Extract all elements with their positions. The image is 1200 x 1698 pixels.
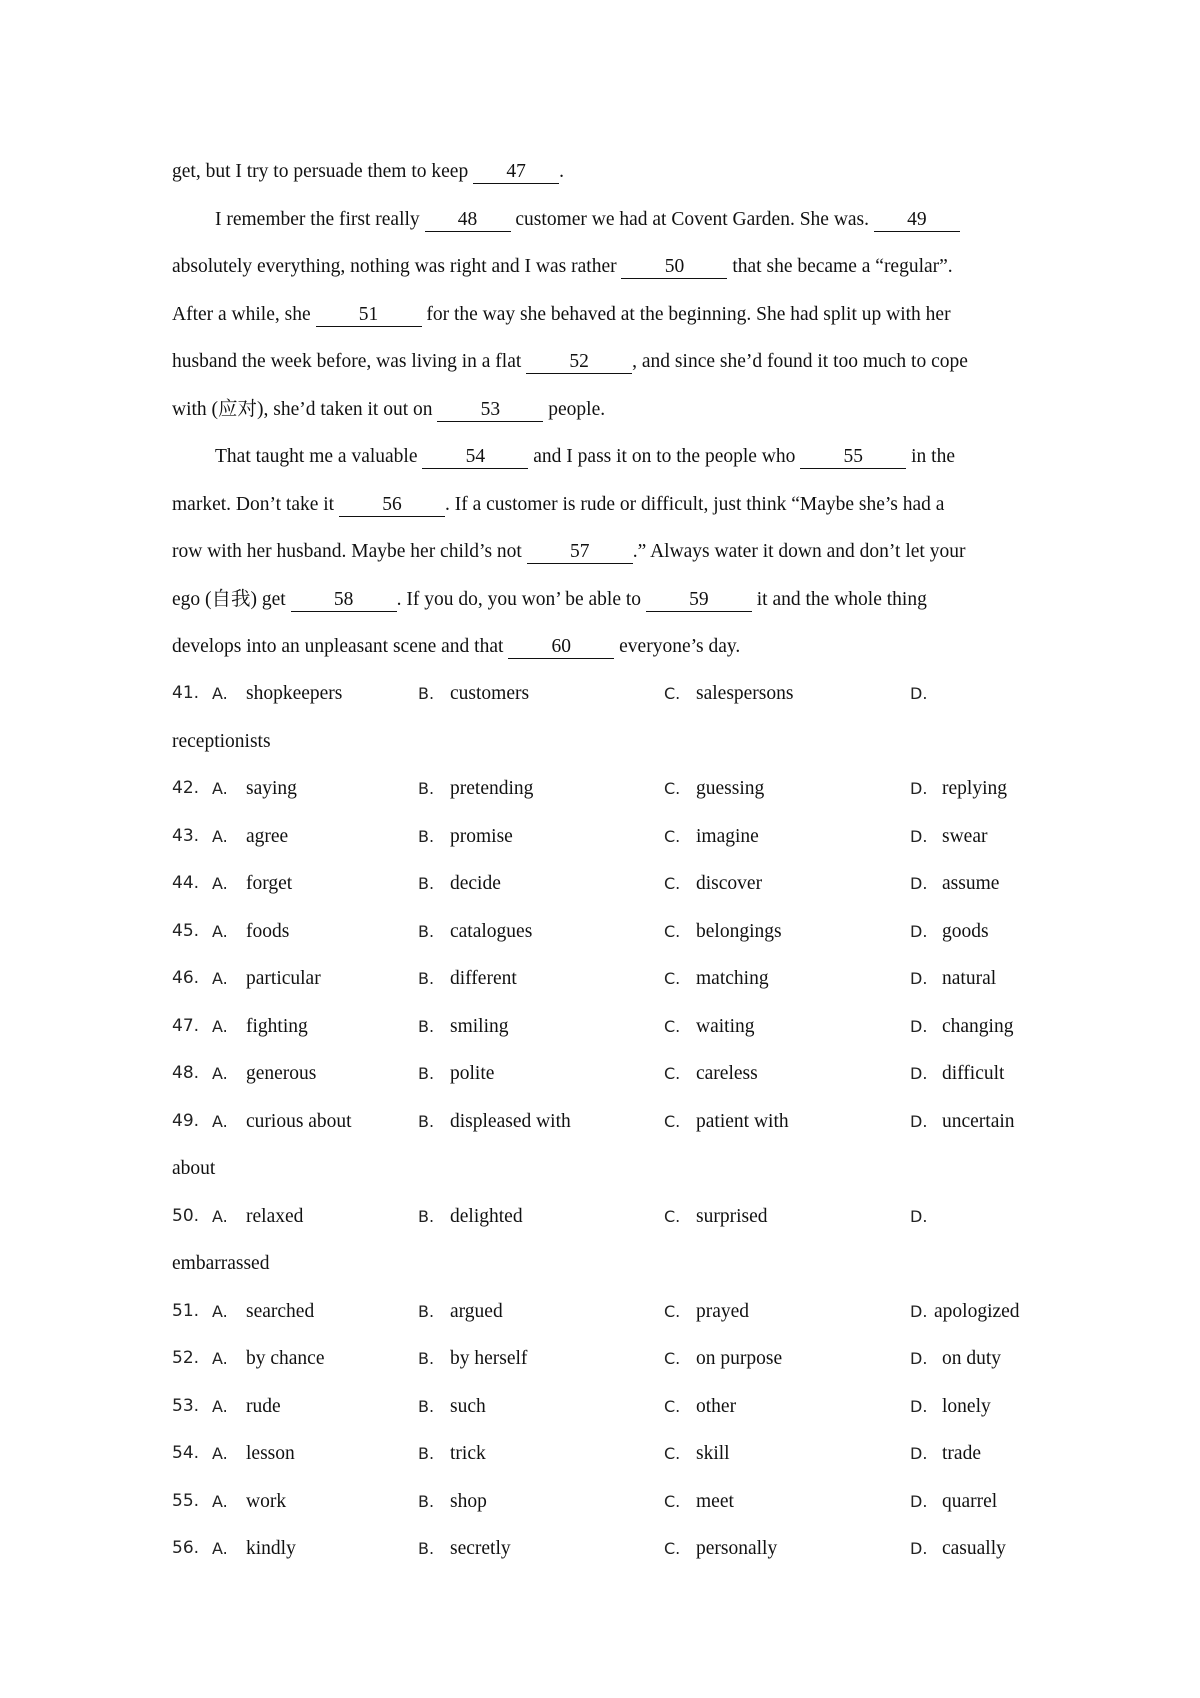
passage-line [172, 576, 1032, 624]
blank-48: 48 [425, 209, 511, 232]
passage-text: .” Always water it down and don’t let your [632, 541, 966, 562]
question-number: 55. [172, 1490, 200, 1511]
option-text: work [246, 1490, 287, 1512]
option-letter: B. [418, 1206, 435, 1226]
option-c [664, 955, 769, 1003]
option-text: saying [246, 778, 297, 799]
option-text: prayed [696, 1300, 750, 1322]
question-row [172, 860, 1052, 908]
option-letter: C. [664, 969, 681, 988]
option-text: shopkeepers [246, 683, 343, 704]
question-row [172, 670, 1052, 718]
option-letter: B. [418, 826, 435, 846]
option-a [212, 860, 292, 908]
option-a [212, 908, 289, 956]
option-a [212, 1098, 352, 1146]
option-c [664, 860, 762, 908]
passage-text: get, but I try to persuade them to keep [172, 161, 474, 182]
option-letter: D. [910, 826, 928, 846]
option-text: difficult [942, 1063, 1005, 1084]
option-d [910, 955, 996, 1003]
passage-text: in the [906, 446, 956, 467]
passage-text: develops into an unpleasant scene and that [172, 636, 509, 657]
option-c [664, 1003, 755, 1051]
option-a [212, 1050, 316, 1098]
option-letter: B. [418, 874, 435, 893]
option-c [664, 1098, 789, 1146]
option-a [212, 1525, 296, 1573]
option-text: guessing [696, 778, 765, 799]
question-row [172, 908, 1052, 956]
option-a [212, 1335, 325, 1383]
option-letter: B. [418, 1301, 435, 1321]
option-letter: D. [910, 1064, 928, 1083]
option-d-continuation: embarrassed [172, 1253, 270, 1274]
option-text: imagine [696, 825, 759, 847]
passage-line [172, 481, 1032, 529]
question-row [172, 765, 1052, 813]
option-c [664, 1478, 734, 1526]
option-text: casually [942, 1538, 1006, 1559]
option-letter: C. [664, 779, 681, 798]
passage-line [172, 148, 1032, 196]
option-letter: D. [910, 1016, 928, 1036]
question-number: 47. [172, 1015, 200, 1036]
passage-line [172, 623, 1032, 671]
option-letter: A. [212, 826, 228, 846]
option-letter: C. [664, 1064, 681, 1083]
option-letter: D. [910, 1206, 928, 1226]
option-c [664, 1050, 758, 1098]
option-b [418, 670, 529, 718]
option-letter: B. [418, 921, 435, 941]
option-letter: C. [664, 1111, 681, 1131]
option-d [910, 1050, 1004, 1098]
option-letter: C. [664, 1349, 681, 1368]
option-b [418, 955, 517, 1003]
option-b [418, 1003, 509, 1051]
question-number: 56. [172, 1538, 200, 1558]
blank-59: 59 [646, 589, 752, 612]
option-text: goods [942, 920, 989, 942]
option-letter: C. [664, 1491, 681, 1511]
option-letter: D. [910, 1396, 928, 1416]
passage-text: everyone’s day. [614, 636, 741, 657]
option-letter: B. [418, 969, 435, 988]
option-text: lesson [246, 1443, 295, 1464]
option-b [418, 860, 501, 908]
passage-line [172, 528, 1032, 576]
passage-line [172, 386, 1032, 434]
option-letter: C. [664, 826, 681, 846]
option-letter: D. [910, 969, 928, 988]
question-number: 41. [172, 683, 200, 703]
passage-text: for the way she behaved at the beginning. She had split up with her [421, 303, 951, 325]
option-text: trade [942, 1443, 981, 1464]
passage-text: row with her husband. Maybe her child’s not [172, 541, 527, 562]
option-text: different [450, 968, 517, 989]
option-c [664, 765, 764, 813]
option-text: relaxed [246, 1205, 304, 1227]
option-c [664, 1288, 749, 1336]
option-text: decide [450, 873, 501, 894]
option-text: skill [696, 1443, 730, 1464]
question-number: 48. [172, 1063, 200, 1083]
option-letter: A. [212, 1491, 228, 1511]
option-letter: A. [212, 1016, 228, 1036]
option-c [664, 1383, 736, 1431]
option-text: rude [246, 1395, 281, 1417]
option-b [418, 908, 532, 956]
option-letter: B. [418, 1396, 435, 1416]
option-letter: B. [418, 1111, 435, 1131]
option-d [910, 1478, 997, 1526]
option-d [910, 813, 987, 861]
option-letter: D. [910, 779, 928, 798]
option-a [212, 670, 342, 718]
option-letter: A. [212, 1396, 228, 1416]
option-a [212, 1193, 303, 1241]
question-number: 46. [172, 968, 200, 988]
passage-text: with (应对), she’d taken it out on [172, 398, 438, 420]
option-text: foods [246, 920, 290, 942]
option-letter: C. [664, 1206, 681, 1226]
option-text: belongings [696, 920, 782, 942]
passage-text: market. Don’t take it [172, 493, 339, 515]
option-letter: A. [212, 1111, 228, 1131]
option-letter: A. [212, 969, 228, 988]
option-text: lonely [942, 1395, 991, 1417]
option-letter: A. [212, 874, 228, 893]
option-text: meet [696, 1490, 734, 1512]
option-letter: C. [664, 1396, 681, 1416]
option-text: shop [450, 1490, 487, 1512]
option-c [664, 1430, 730, 1478]
option-letter: A. [212, 1064, 228, 1083]
passage-text: customer we had at Covent Garden. She was. [510, 208, 874, 230]
option-text: curious about [246, 1110, 352, 1132]
passage-line [172, 243, 1032, 291]
passage-text: That taught me a valuable [215, 446, 423, 467]
option-text: surprised [696, 1205, 768, 1227]
option-d [910, 1525, 1006, 1573]
option-text: assume [942, 873, 1000, 894]
option-text: forget [246, 873, 293, 894]
option-c [664, 813, 759, 861]
option-letter: B. [418, 1444, 435, 1463]
option-text: catalogues [450, 920, 533, 942]
option-c [664, 908, 782, 956]
option-d [910, 908, 989, 956]
option-a [212, 1478, 286, 1526]
option-d [910, 1430, 981, 1478]
blank-57: 57 [527, 541, 633, 564]
option-text: particular [246, 968, 321, 989]
option-letter: B. [418, 1016, 435, 1036]
option-b [418, 1430, 486, 1478]
option-text: changing [942, 1015, 1014, 1037]
blank-50: 50 [621, 256, 727, 279]
option-b [418, 1098, 571, 1146]
blank-51: 51 [316, 304, 422, 327]
blank-47: 47 [473, 161, 559, 184]
question-number: 42. [172, 778, 200, 798]
passage-text: absolutely everything, nothing was right and I was rather [172, 256, 622, 277]
question-row [172, 1383, 1052, 1431]
option-letter: C. [664, 921, 681, 941]
option-letter: D. [910, 1349, 928, 1368]
passage-text: husband the week before, was living in a flat [172, 351, 527, 372]
passage-text: , and since she’d found it too much to cope [632, 351, 968, 372]
passage-line [172, 433, 1032, 481]
option-letter: C. [664, 1301, 681, 1321]
question-row [172, 1525, 1052, 1573]
option-text: generous [246, 1063, 317, 1084]
passage-line [172, 291, 1032, 339]
option-c [664, 1193, 768, 1241]
option-letter: A. [212, 1349, 228, 1368]
option-letter: A. [212, 1444, 228, 1463]
passage-text: ego (自我) get [172, 588, 291, 610]
question-number: 49. [172, 1110, 200, 1131]
option-d [910, 1003, 1013, 1051]
option-a [212, 955, 321, 1003]
option-text: other [696, 1395, 737, 1417]
option-text: argued [450, 1300, 503, 1322]
option-letter: A. [212, 1301, 228, 1321]
question-number: 52. [172, 1348, 200, 1368]
blank-56: 56 [339, 494, 445, 517]
passage-text: that she became a “regular”. [727, 256, 953, 277]
option-letter: C. [664, 1539, 681, 1558]
option-text: polite [450, 1063, 495, 1084]
blank-53: 53 [437, 399, 543, 422]
passage-text: I remember the first really [215, 208, 425, 230]
question-row [172, 1193, 1052, 1241]
option-text: swear [942, 825, 988, 847]
option-letter: A. [212, 779, 228, 798]
option-letter: B. [418, 1349, 435, 1368]
blank-52: 52 [526, 351, 632, 374]
question-number: 51. [172, 1300, 200, 1321]
question-row [172, 1288, 1052, 1336]
option-letter: A. [212, 1539, 228, 1558]
option-d [910, 860, 999, 908]
passage-text: it and the whole thing [751, 588, 927, 610]
option-text: uncertain [942, 1110, 1015, 1132]
option-text: delighted [450, 1205, 523, 1227]
question-number: 44. [172, 873, 200, 893]
option-b [418, 1335, 527, 1383]
option-text: personally [696, 1538, 778, 1559]
blank-49: 49 [874, 209, 960, 232]
question-row [172, 1050, 1052, 1098]
option-text: on duty [942, 1348, 1002, 1369]
option-letter: B. [418, 684, 435, 703]
option-letter: B. [418, 779, 435, 798]
option-d-continuation: receptionists [172, 730, 271, 752]
option-b [418, 1525, 511, 1573]
question-number: 50. [172, 1205, 200, 1226]
option-d [910, 1335, 1001, 1383]
question-number: 53. [172, 1395, 200, 1416]
option-text: by herself [450, 1348, 528, 1369]
option-a [212, 1430, 295, 1478]
blank-60: 60 [508, 636, 614, 659]
option-letter: C. [664, 684, 681, 703]
passage-text: people. [543, 398, 606, 420]
option-c [664, 1335, 782, 1383]
option-letter: D. [910, 874, 928, 893]
option-text: searched [246, 1300, 315, 1322]
blank-54: 54 [422, 446, 528, 469]
question-row [172, 1430, 1052, 1478]
option-a [212, 813, 288, 861]
option-letter: B. [418, 1491, 435, 1511]
option-b [418, 1288, 503, 1336]
option-letter: D. [910, 921, 928, 941]
option-b [418, 765, 533, 813]
passage-text: . If a customer is rude or difficult, just think “Maybe she’s had a [444, 493, 945, 515]
option-text: quarrel [942, 1490, 998, 1512]
option-text: by chance [246, 1348, 325, 1369]
option-d [910, 1383, 991, 1431]
answer-options [172, 670, 1052, 1573]
option-text: apologized [934, 1300, 1020, 1322]
question-row [172, 1478, 1052, 1526]
option-text: such [450, 1395, 486, 1417]
option-a [212, 1288, 314, 1336]
option-text: displeased with [450, 1110, 571, 1132]
option-text: on purpose [696, 1348, 783, 1369]
option-letter: C. [664, 1016, 681, 1036]
option-d-continuation: about [172, 1158, 216, 1179]
option-letter: D. [910, 1444, 928, 1463]
option-d [910, 670, 942, 718]
option-text: fighting [246, 1015, 308, 1037]
option-text: waiting [696, 1015, 755, 1037]
option-text: salespersons [696, 683, 794, 704]
question-row [172, 1003, 1052, 1051]
option-letter: B. [418, 1539, 435, 1558]
option-c [664, 1525, 777, 1573]
question-row [172, 1098, 1052, 1146]
option-letter: C. [664, 874, 681, 893]
option-letter: B. [418, 1064, 435, 1083]
option-text: discover [696, 873, 763, 894]
option-a [212, 1003, 308, 1051]
option-letter: A. [212, 684, 228, 703]
option-letter: A. [212, 921, 228, 941]
option-letter: D. [910, 1491, 928, 1511]
passage-line [172, 196, 1032, 244]
option-text: matching [696, 968, 769, 989]
option-text: agree [246, 825, 289, 847]
option-text: smiling [450, 1015, 509, 1037]
passage-line [172, 338, 1032, 386]
option-text: natural [942, 968, 997, 989]
question-row [172, 813, 1052, 861]
option-letter: D. [910, 1111, 928, 1131]
option-d [910, 1193, 942, 1241]
option-text: pretending [450, 778, 534, 799]
option-text: secretly [450, 1538, 511, 1559]
passage-text: and I pass it on to the people who [528, 446, 801, 467]
option-c [664, 670, 793, 718]
option-text: replying [942, 778, 1007, 799]
option-a [212, 1383, 281, 1431]
option-d [910, 1098, 1015, 1146]
option-text: promise [450, 825, 513, 847]
option-a [212, 765, 297, 813]
option-letter: A. [212, 1206, 228, 1226]
blank-55: 55 [800, 446, 906, 469]
question-row [172, 1335, 1052, 1383]
option-d [910, 1288, 1020, 1336]
option-text: customers [450, 683, 530, 704]
option-b [418, 1478, 487, 1526]
option-text: trick [450, 1443, 486, 1464]
option-b [418, 813, 513, 861]
passage-text: After a while, she [172, 303, 316, 325]
option-text: kindly [246, 1538, 296, 1559]
passage-text: . If you do, you won’ be able to [396, 588, 646, 610]
question-number: 54. [172, 1443, 200, 1463]
option-letter: D. [910, 684, 928, 703]
question-number: 43. [172, 825, 200, 846]
option-letter: D. [910, 1539, 928, 1558]
option-b [418, 1383, 486, 1431]
question-row [172, 955, 1052, 1003]
option-d [910, 765, 1007, 813]
option-letter: C. [664, 1444, 681, 1463]
option-text: patient with [696, 1110, 789, 1132]
option-b [418, 1193, 523, 1241]
blank-58: 58 [291, 589, 397, 612]
option-text: careless [696, 1063, 758, 1084]
option-b [418, 1050, 494, 1098]
question-number: 45. [172, 920, 200, 941]
option-letter: D. [910, 1301, 928, 1321]
cloze-passage [172, 148, 1032, 671]
passage-text: . [559, 161, 564, 182]
